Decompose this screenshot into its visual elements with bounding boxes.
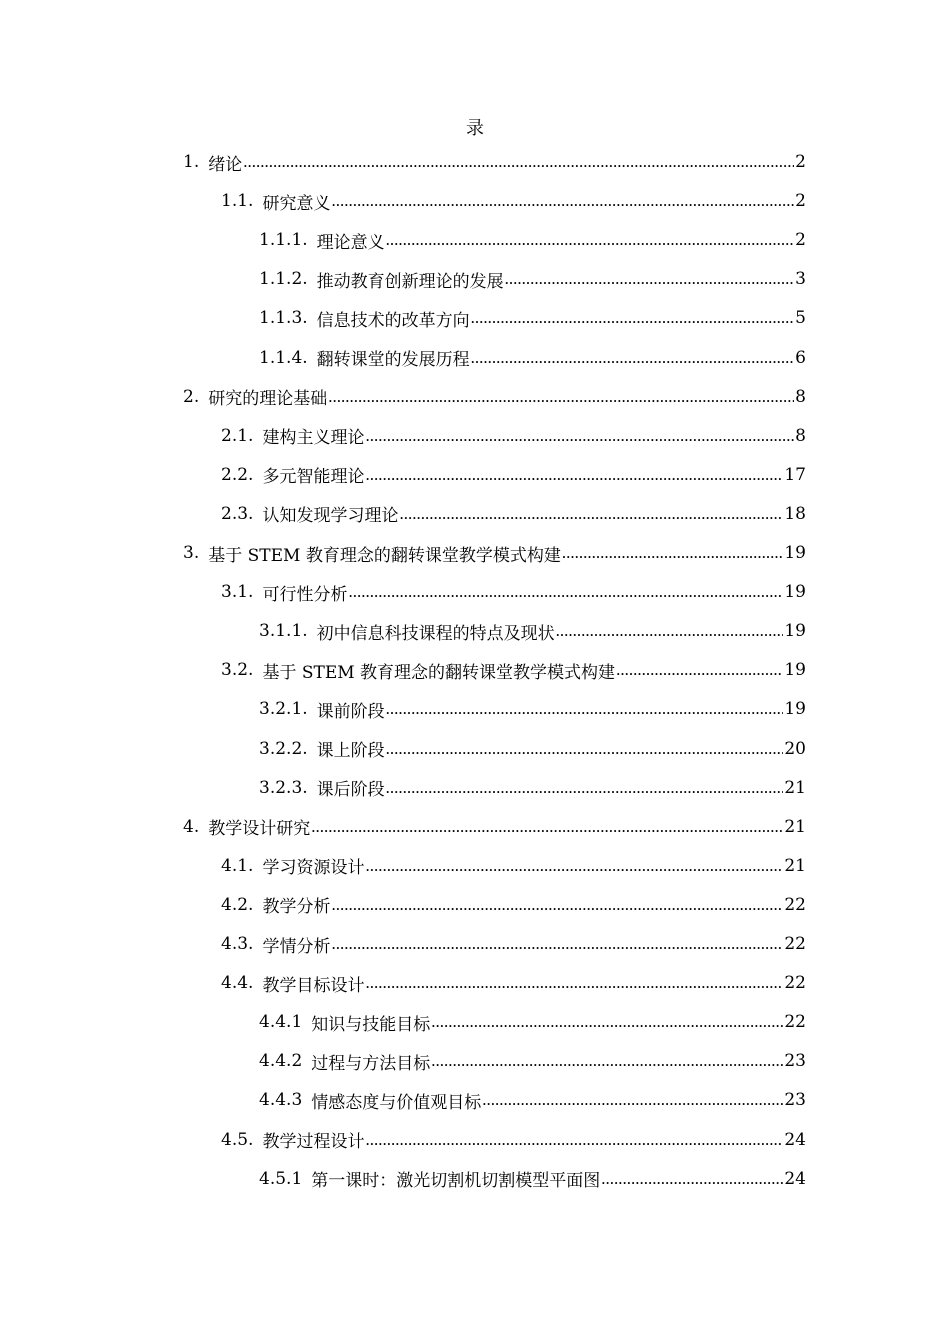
toc-entry-title: 翻转课堂的发展历程 bbox=[316, 350, 470, 370]
toc-dot-leader bbox=[386, 230, 795, 250]
toc-dot-leader bbox=[399, 504, 783, 524]
toc-entry-page-number: 23 bbox=[784, 1051, 806, 1072]
toc-entry-number: 4.4.1 bbox=[259, 1012, 303, 1033]
toc-entry-page-number: 8 bbox=[795, 386, 806, 407]
toc-entry-number: 3.1.1. bbox=[259, 621, 308, 642]
toc-entry-title: 初中信息科技课程的特点及现状 bbox=[316, 623, 555, 644]
toc-entry-page-number: 2 bbox=[795, 191, 806, 212]
toc-entry-title: 教学目标设计 bbox=[262, 975, 365, 996]
toc-entry-number: 3.2.2. bbox=[259, 738, 308, 759]
toc-entry-title: 课前阶段 bbox=[316, 701, 385, 722]
toc-entry-number: 4.5.1 bbox=[259, 1168, 303, 1189]
toc-entry[interactable] bbox=[221, 1125, 806, 1155]
toc-entry[interactable] bbox=[259, 616, 806, 646]
toc-entry-number: 4.1. bbox=[221, 855, 254, 876]
toc-entry-title: 认知发现学习理论 bbox=[262, 506, 399, 527]
toc-dot-leader bbox=[331, 934, 783, 954]
toc-entry[interactable] bbox=[259, 343, 806, 373]
toc-entry-page-number: 21 bbox=[784, 855, 806, 876]
toc-dot-leader bbox=[328, 387, 794, 407]
toc-entry-number: 4.5. bbox=[221, 1129, 254, 1150]
toc-dot-leader bbox=[331, 895, 783, 915]
toc-dot-leader bbox=[365, 856, 783, 876]
toc-dot-leader bbox=[365, 426, 794, 446]
toc-entry-title: 过程与方法目标 bbox=[311, 1053, 431, 1074]
toc-dot-leader bbox=[386, 739, 784, 759]
toc-entry-title: 学情分析 bbox=[262, 936, 331, 957]
toc-entry[interactable] bbox=[259, 773, 806, 803]
toc-entry-page-number: 3 bbox=[795, 269, 806, 290]
toc-entry-page-number: 2 bbox=[795, 152, 806, 172]
toc-dot-leader bbox=[331, 191, 794, 211]
toc-entry-page-number: 21 bbox=[784, 816, 806, 837]
toc-entry-page-number: 19 bbox=[784, 582, 806, 603]
toc-entry-page-number: 20 bbox=[784, 738, 806, 759]
toc-dot-leader bbox=[431, 1051, 783, 1071]
toc-entry-title: 基于 STEM 教育理念的翻转课堂教学模式构建 bbox=[208, 545, 561, 566]
toc-entry-number: 1.1.3. bbox=[259, 308, 308, 329]
toc-entry[interactable] bbox=[221, 968, 806, 998]
toc-dot-leader bbox=[556, 621, 784, 641]
toc-entry-page-number: 22 bbox=[784, 1012, 806, 1033]
toc-entry-page-number: 24 bbox=[784, 1129, 806, 1150]
toc-entry-number: 2.1. bbox=[221, 425, 254, 446]
toc-entry-number: 4.2. bbox=[221, 894, 254, 915]
toc-entry-page-number: 18 bbox=[784, 503, 806, 524]
toc-entry-page-number: 21 bbox=[784, 777, 806, 798]
toc-entry-title: 第一课时：激光切割机切割模型平面图 bbox=[311, 1171, 601, 1192]
toc-entry-number: 1.1.4. bbox=[259, 347, 308, 368]
toc-entry-title: 研究的理论基础 bbox=[208, 389, 328, 410]
toc-entry-page-number: 22 bbox=[784, 894, 806, 915]
toc-entry-number: 4.4.3 bbox=[259, 1090, 303, 1111]
toc-entry[interactable] bbox=[221, 655, 806, 685]
toc-entry-page-number: 19 bbox=[784, 621, 806, 642]
toc-entry-number: 3.2. bbox=[221, 660, 254, 681]
toc-entry-title: 课后阶段 bbox=[316, 780, 385, 801]
toc-entry-title: 情感态度与价值观目标 bbox=[311, 1092, 482, 1113]
toc-entry[interactable] bbox=[221, 851, 806, 881]
toc-entry-page-number: 19 bbox=[784, 699, 806, 720]
toc-entry-page-number: 24 bbox=[784, 1168, 806, 1189]
toc-dot-leader bbox=[482, 1090, 783, 1110]
toc-entry-number: 1.1. bbox=[221, 191, 254, 212]
toc-dot-leader bbox=[348, 582, 783, 602]
toc-entry-title: 研究意义 bbox=[262, 193, 331, 214]
toc-entry[interactable] bbox=[221, 499, 806, 529]
toc-entry-number: 4. bbox=[183, 816, 200, 837]
toc-entry-number: 3. bbox=[183, 543, 200, 563]
toc-dot-leader bbox=[601, 1169, 783, 1189]
toc-entry[interactable] bbox=[183, 147, 806, 177]
toc-entry[interactable] bbox=[183, 538, 806, 568]
toc-entry[interactable] bbox=[259, 303, 806, 333]
toc-entry-page-number: 22 bbox=[784, 934, 806, 954]
toc-entry-number: 2.2. bbox=[221, 464, 254, 485]
toc-dot-leader bbox=[243, 152, 794, 172]
toc-entry[interactable] bbox=[259, 734, 806, 764]
toc-entry[interactable] bbox=[183, 812, 806, 842]
toc-entry-page-number: 17 bbox=[784, 464, 806, 485]
toc-entry-page-number: 19 bbox=[784, 543, 806, 563]
toc-entry[interactable] bbox=[221, 929, 806, 959]
toc-entry-title: 信息技术的改革方向 bbox=[316, 310, 470, 331]
toc-entry-number: 4.3. bbox=[221, 934, 254, 954]
toc-heading: 录 bbox=[466, 118, 484, 139]
toc-entry[interactable] bbox=[221, 186, 806, 216]
toc-entry[interactable] bbox=[259, 1007, 806, 1037]
toc-entry[interactable] bbox=[221, 460, 806, 490]
toc-dot-leader bbox=[505, 269, 795, 289]
toc-entry-page-number: 22 bbox=[784, 973, 806, 994]
toc-entry[interactable] bbox=[259, 264, 806, 294]
toc-dot-leader bbox=[365, 465, 783, 485]
toc-dot-leader bbox=[365, 973, 783, 993]
toc-entry-title: 学习资源设计 bbox=[262, 858, 365, 879]
toc-entry[interactable] bbox=[259, 694, 806, 724]
toc-dot-leader bbox=[471, 308, 795, 328]
toc-entry-page-number: 5 bbox=[795, 308, 806, 329]
toc-entry-number: 1.1.1. bbox=[259, 230, 308, 251]
toc-entry-number: 1.1.2. bbox=[259, 269, 308, 290]
toc-entry-number: 4.4. bbox=[221, 973, 254, 994]
toc-entry-page-number: 8 bbox=[795, 425, 806, 446]
toc-entry-number: 1. bbox=[183, 152, 200, 172]
toc-entry[interactable] bbox=[259, 225, 806, 255]
toc-entry-number: 2.3. bbox=[221, 503, 254, 524]
toc-dot-leader bbox=[562, 543, 784, 563]
toc-entry-number: 3.1. bbox=[221, 582, 254, 603]
toc-entry-title: 推动教育创新理论的发展 bbox=[316, 271, 504, 292]
toc-entry-title: 教学过程设计 bbox=[262, 1132, 365, 1152]
toc-dot-leader bbox=[386, 699, 784, 719]
toc-entry[interactable] bbox=[259, 1046, 806, 1076]
toc-entry-title: 基于 STEM 教育理念的翻转课堂教学模式构建 bbox=[262, 662, 616, 683]
toc-entry-title: 绪论 bbox=[208, 154, 243, 175]
toc-dot-leader bbox=[616, 660, 783, 680]
toc-entry-title: 教学设计研究 bbox=[208, 819, 311, 840]
toc-entry-title: 建构主义理论 bbox=[262, 428, 365, 449]
toc-entry-page-number: 23 bbox=[784, 1090, 806, 1111]
toc-entry-title: 理论意义 bbox=[316, 232, 385, 253]
toc-dot-leader bbox=[386, 778, 784, 798]
toc-entry[interactable] bbox=[221, 421, 806, 451]
toc-entry-title: 教学分析 bbox=[262, 897, 331, 918]
toc-entry-title: 可行性分析 bbox=[262, 584, 348, 605]
toc-entry-page-number: 6 bbox=[795, 347, 806, 368]
toc-entry-number: 3.2.3. bbox=[259, 777, 308, 798]
toc-entry-number: 2. bbox=[183, 386, 200, 407]
toc-entry-number: 4.4.2 bbox=[259, 1051, 303, 1072]
toc-entry-page-number: 19 bbox=[784, 660, 806, 681]
toc-entry-title: 多元智能理论 bbox=[262, 467, 365, 488]
toc-entry-title: 知识与技能目标 bbox=[311, 1014, 431, 1035]
toc-dot-leader bbox=[311, 817, 783, 837]
toc-dot-leader bbox=[431, 1012, 783, 1032]
toc-entry[interactable] bbox=[221, 890, 806, 920]
toc-entry[interactable] bbox=[183, 382, 806, 412]
toc-dot-leader bbox=[365, 1130, 783, 1150]
toc-entry-page-number: 2 bbox=[795, 230, 806, 251]
toc-entry[interactable] bbox=[259, 1164, 806, 1194]
toc-entry-title: 课上阶段 bbox=[316, 741, 385, 761]
toc-entry[interactable] bbox=[259, 1085, 806, 1115]
toc-entry-number: 3.2.1. bbox=[259, 699, 308, 720]
toc-entry[interactable] bbox=[221, 577, 806, 607]
toc-dot-leader bbox=[471, 348, 795, 368]
